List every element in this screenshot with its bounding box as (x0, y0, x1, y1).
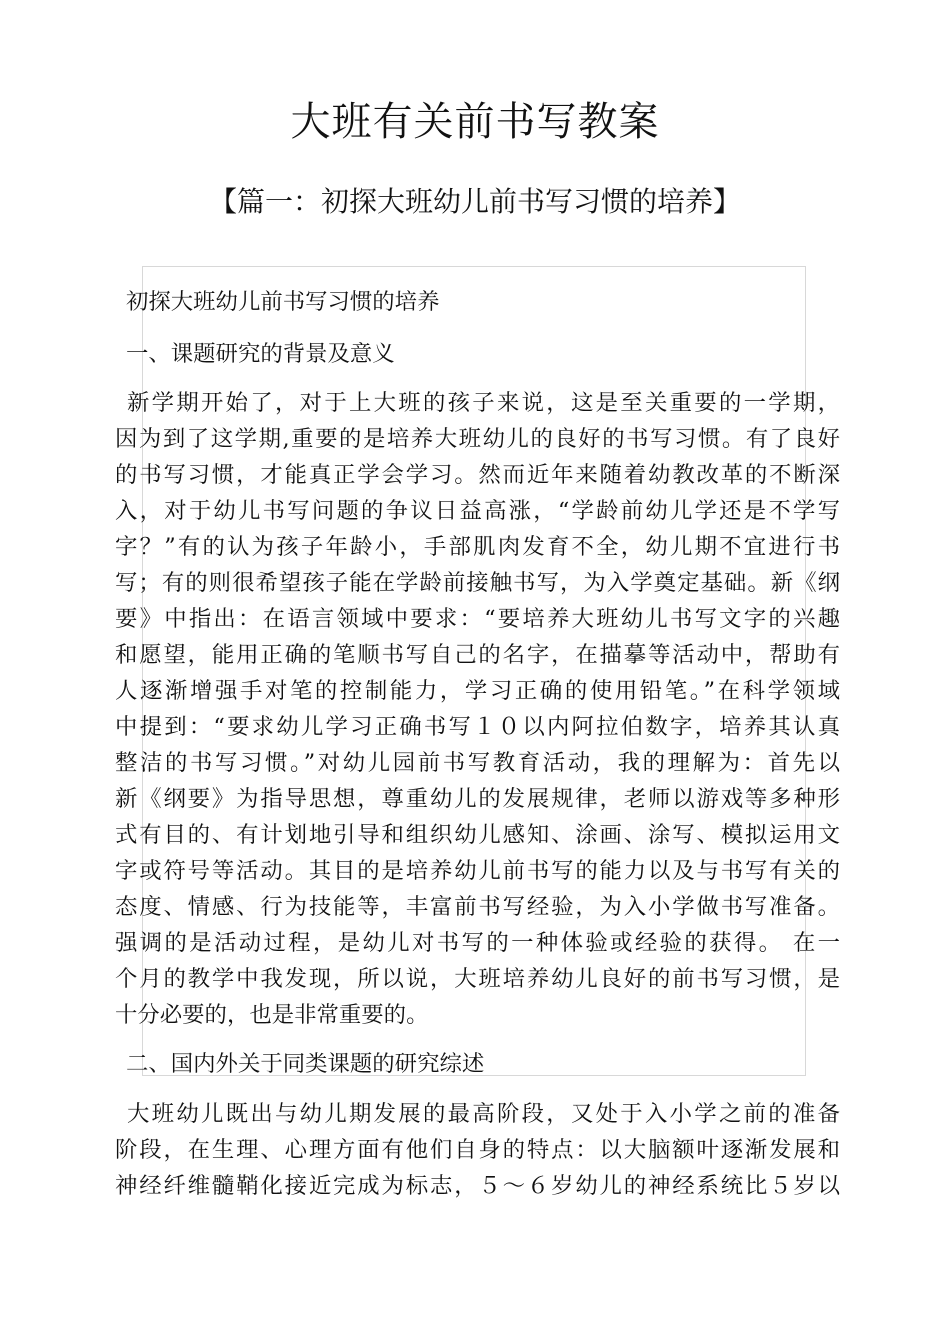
paragraph-line: 新《纲要》为指导思想，尊重幼儿的发展规律，老师以游戏等多种形 (115, 786, 840, 812)
paragraph-line: 因为到了这学期,重要的是培养大班幼儿的良好的书写习惯。有了良好 (115, 426, 840, 452)
section-heading-1: 一、课题研究的背景及意义 (126, 341, 395, 367)
paragraph-line: 十分必要的，也是非常重要的。 (115, 1002, 429, 1028)
section-heading-2: 二、国内外关于同类课题的研究综述 (126, 1051, 485, 1077)
paragraph-line: 要》中指出：在语言领域中要求：“要培养大班幼儿书写文字的兴趣 (115, 606, 840, 632)
paragraph-line: 态度、情感、行为技能等，丰富前书写经验，为入小学做书写准备。 (115, 894, 840, 920)
paragraph-line: 个月的教学中我发现，所以说，大班培养幼儿良好的前书写习惯，是 (115, 966, 840, 992)
paragraph-line: 和愿望，能用正确的笔顺书写自己的名字，在描摹等活动中，帮助有 (115, 642, 840, 668)
paragraph-line: 字或符号等活动。其目的是培养幼儿前书写的能力以及与书写有关的 (115, 858, 840, 884)
paragraph-line: 的书写习惯，才能真正学会学习。然而近年来随着幼教改革的不断深 (115, 462, 840, 488)
article-title: 初探大班幼儿前书写习惯的培养 (126, 289, 440, 315)
paragraph-line: 入，对于幼儿书写问题的争议日益高涨，“学龄前幼儿学还是不学写 (115, 498, 840, 524)
paragraph-line: 写；有的则很希望孩子能在学龄前接触书写，为入学奠定基础。新《纲 (115, 570, 840, 596)
paragraph-line: 字？”有的认为孩子年龄小，手部肌肉发育不全，幼儿期不宜进行书 (115, 534, 840, 560)
paragraph-line: 新学期开始了，对于上大班的孩子来说，这是至关重要的一学期， (127, 390, 840, 416)
paragraph-line: 阶段，在生理、心理方面有他们自身的特点：以大脑额叶逐渐发展和 (115, 1137, 840, 1163)
paragraph-line: 式有目的、有计划地引导和组织幼儿感知、涂画、涂写、模拟运用文 (115, 822, 840, 848)
paragraph-line: 整洁的书写习惯。”对幼儿园前书写教育活动，我的理解为：首先以 (115, 750, 840, 776)
paragraph-line: 神经纤维髓鞘化接近完成为标志，５～６岁幼儿的神经系统比５岁以 (115, 1173, 840, 1199)
paragraph-line: 中提到：“要求幼儿学习正确书写１０以内阿拉伯数字，培养其认真 (115, 714, 840, 740)
paragraph-line: 大班幼儿既出与幼儿期发展的最高阶段，又处于入小学之前的准备 (127, 1101, 840, 1127)
paragraph-line: 人逐渐增强手对笔的控制能力，学习正确的使用铅笔。”在科学领域 (115, 678, 840, 704)
document-title: 大班有关前书写教案 (290, 99, 660, 145)
paragraph-line: 强调的是活动过程，是幼儿对书写的一种体验或经验的获得。 在一 (115, 930, 840, 956)
document-subtitle: 【篇一：初探大班幼儿前书写习惯的培养】 (208, 185, 741, 218)
